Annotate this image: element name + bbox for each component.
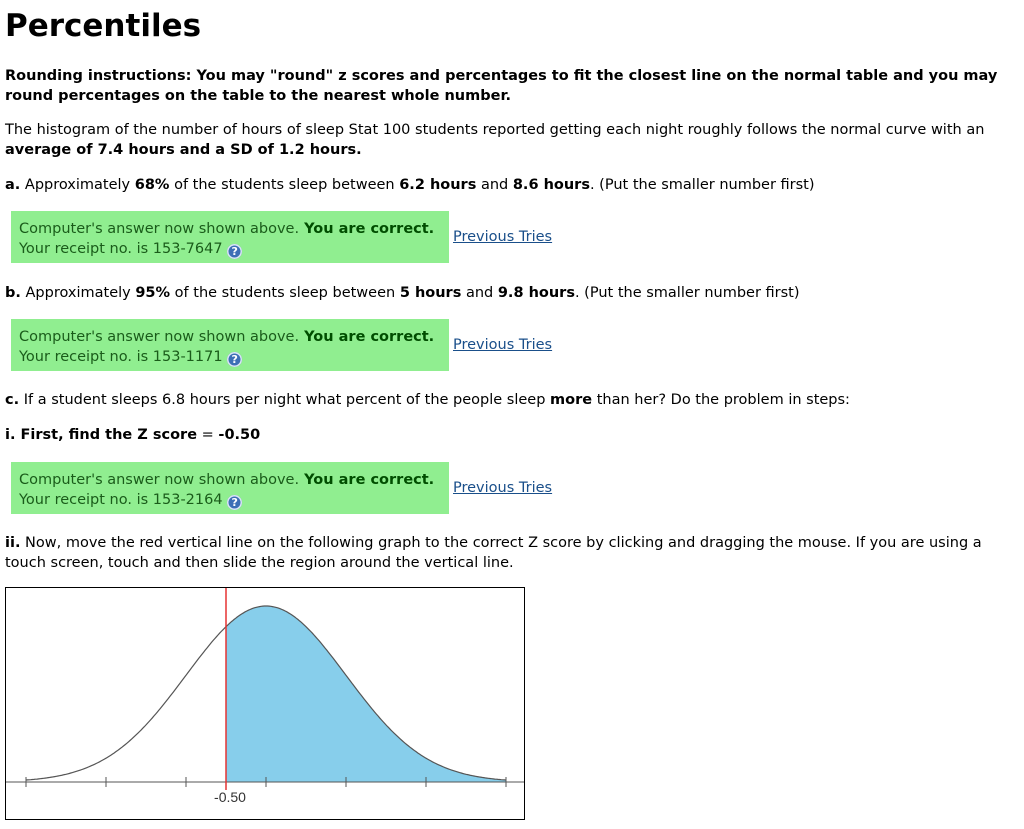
normal-curve-graph[interactable] [5, 587, 525, 820]
question-a-text-4: . (Put the smaller number first) [589, 177, 815, 193]
question-a-label: a. [5, 177, 21, 193]
question-b-text-1: Approximately [20, 285, 136, 301]
previous-tries-link-b[interactable]: Previous Tries [453, 337, 553, 353]
question-b-text-4: . (Put the smaller number first) [574, 285, 800, 301]
intro-line-1: The histogram of the number of hours of sleep Stat 100 students reported getting each night roughly follows the normal curve with an [5, 122, 985, 138]
receipt-a-prefix: Your receipt no. is [19, 241, 153, 257]
question-a-text-1: Approximately [20, 177, 135, 193]
previous-tries-link-a[interactable]: Previous Tries [453, 229, 553, 245]
question-b-percent: 95% [135, 285, 171, 301]
receipt-a-shown: Computer's answer now shown above. [19, 221, 300, 237]
receipt-i-prefix: Your receipt no. is [19, 492, 153, 508]
question-i [5, 425, 1024, 445]
receipt-a-number: 153-7647 [152, 241, 223, 257]
receipt-i-correct: You are correct. [299, 472, 435, 488]
receipt-i-box [11, 462, 449, 514]
page-title: Percentiles [5, 8, 202, 44]
question-ii-label: ii. [5, 535, 21, 551]
receipt-a-correct: You are correct. [299, 221, 435, 237]
question-b-label: b. [5, 285, 21, 301]
question-a-text-3: and [476, 177, 513, 193]
question-i-z-answer: -0.50 [218, 427, 261, 443]
receipt-i-row [11, 462, 552, 514]
receipt-i-shown: Computer's answer now shown above. [19, 472, 300, 488]
question-a [5, 175, 1024, 195]
receipt-b-prefix: Your receipt no. is [19, 349, 153, 365]
rounding-line-1: Rounding instructions: You may "round" z scores and percentages to fit the closest line on the normal table and you may [5, 68, 998, 84]
receipt-b-number: 153-1171 [152, 349, 223, 365]
receipt-i-number: 153-2164 [152, 492, 223, 508]
question-c-more: more [550, 392, 593, 408]
previous-tries-link-i[interactable]: Previous Tries [453, 480, 553, 496]
problem-intro [5, 120, 1024, 160]
question-b-text-3: and [461, 285, 498, 301]
question-ii-line-2: touch screen, touch and then slide the region around the vertical line. [5, 555, 514, 571]
question-a-text-2: of the students sleep between [169, 177, 400, 193]
question-i-text: i. First, find the Z score [5, 427, 198, 443]
question-b-low-answer: 5 hours [399, 285, 462, 301]
shaded-area [226, 606, 506, 782]
z-score-label: -0.50 [214, 789, 246, 805]
question-c-label: c. [5, 392, 20, 408]
help-icon[interactable]: ? [227, 244, 242, 259]
question-c-text-1: If a student sleeps 6.8 hours per night what percent of the people sleep [19, 392, 551, 408]
rounding-instructions [5, 66, 1024, 106]
question-c-text-2: than her? Do the problem in steps: [592, 392, 850, 408]
normal-curve-svg[interactable] [6, 588, 524, 819]
question-c [5, 390, 1024, 410]
question-i-equals: = [197, 427, 219, 443]
receipt-b-shown: Computer's answer now shown above. [19, 329, 300, 345]
question-a-percent: 68% [134, 177, 170, 193]
receipt-b-correct: You are correct. [299, 329, 435, 345]
rounding-line-2: round percentages on the table to the nearest whole number. [5, 88, 512, 104]
intro-line-2: average of 7.4 hours and a SD of 1.2 hours. [5, 142, 362, 158]
question-ii [5, 533, 1024, 573]
receipt-a-row [11, 211, 552, 263]
question-a-high-answer: 8.6 hours [512, 177, 590, 193]
receipt-b-box [11, 319, 449, 371]
help-icon[interactable]: ? [227, 352, 242, 367]
question-b-high-answer: 9.8 hours [497, 285, 575, 301]
help-icon[interactable]: ? [227, 495, 242, 510]
receipt-a-box [11, 211, 449, 263]
question-b [5, 283, 1024, 303]
question-b-text-2: of the students sleep between [170, 285, 400, 301]
receipt-b-row [11, 319, 552, 371]
question-a-low-answer: 6.2 hours [399, 177, 477, 193]
question-ii-line-1: Now, move the red vertical line on the following graph to the correct Z score by clicking and dragging the mouse. If you are using a [20, 535, 982, 551]
